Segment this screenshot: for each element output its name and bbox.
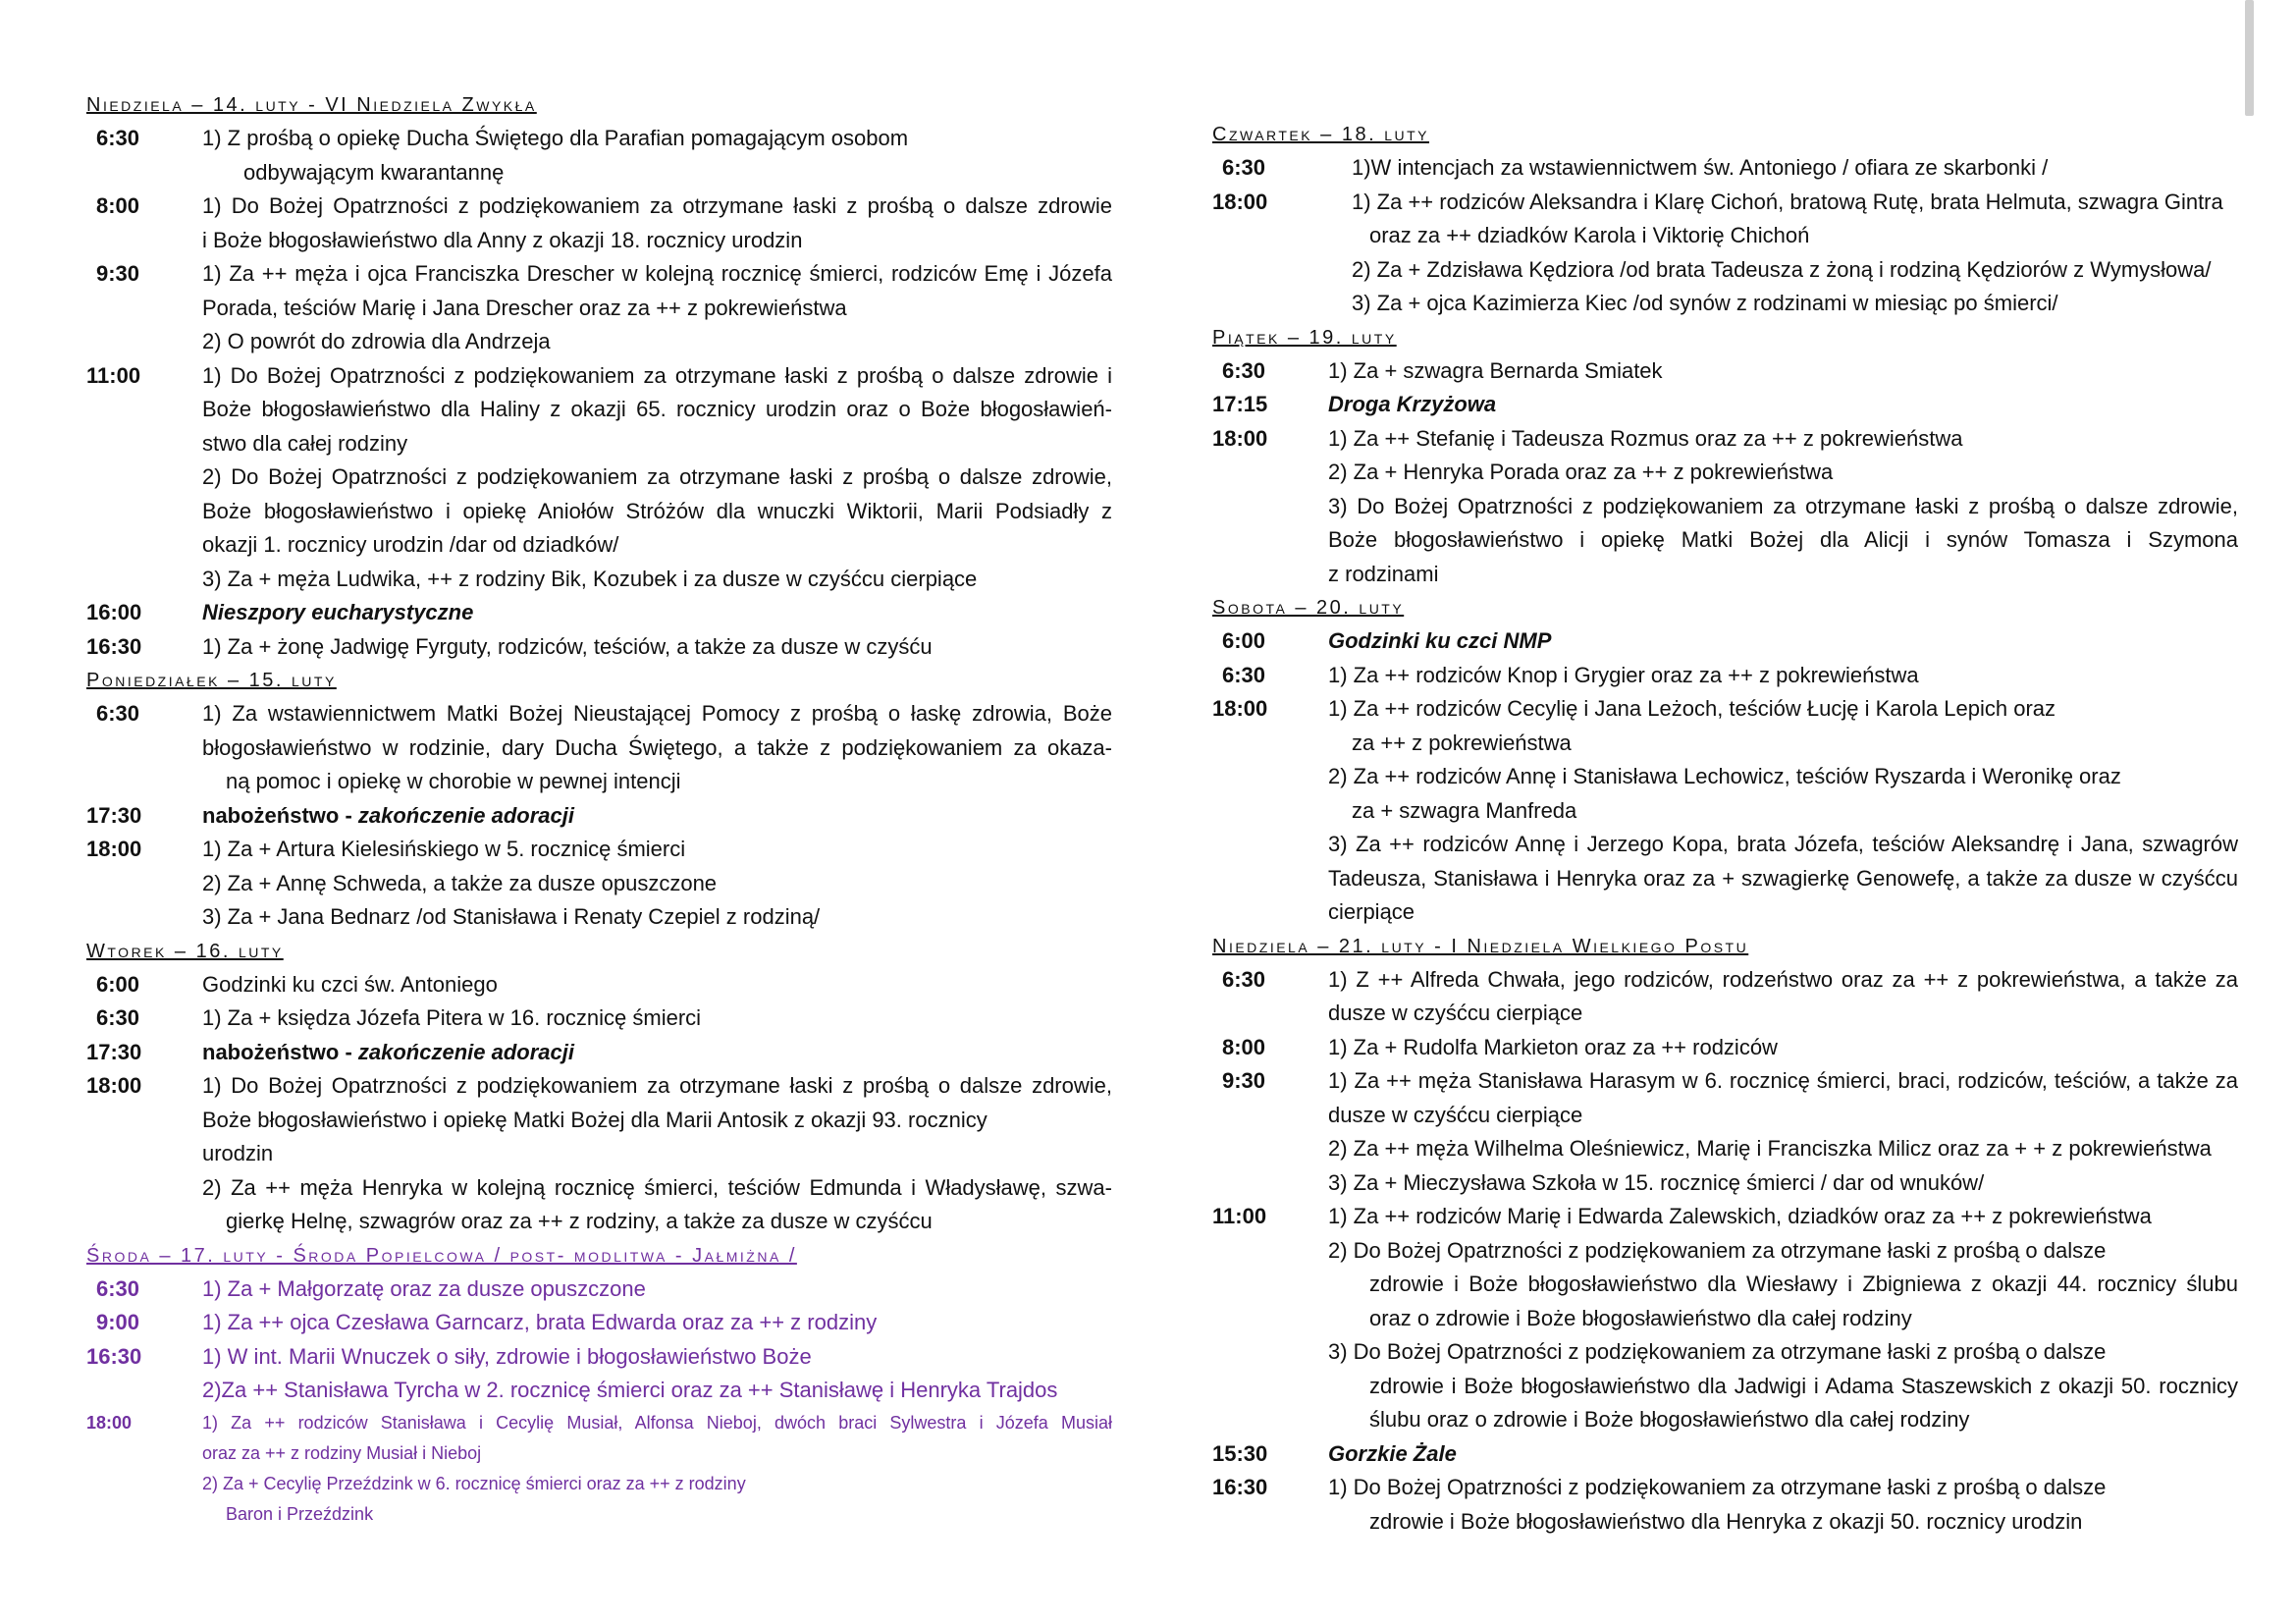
mass-intentions	[202, 1272, 1112, 1307]
intention-line: 1) Za ++ rodziców Aleksandra i Klarę Cichoń, bratową Rutę, brata Helmuta, szwagra Gintra	[1352, 189, 2223, 214]
intention-line: 2) Za ++ męża Henryka w kolejną rocznicę śmierci, teściów Edmunda i Władysławę, szwa-	[202, 1174, 1112, 1200]
mass-entry	[86, 1069, 1112, 1239]
intention-line: Godzinki ku czci NMP	[1328, 628, 1552, 653]
intention-line: 1)W intencjach za wstawiennictwem św. Antoniego / ofiara ze skarbonki /	[1352, 155, 2049, 180]
mass-time: 11:00	[86, 362, 141, 388]
mass-entry	[1212, 1064, 2238, 1200]
intention-line: nabożeństwo - zakończenie adoracji	[202, 802, 574, 828]
mass-entry	[86, 122, 1112, 189]
intention-line: 3) Do Bożej Opatrzności z podziękowaniem za otrzymane łaski z prośbą o dalsze	[1328, 1339, 2107, 1364]
mass-entry	[1212, 388, 2238, 422]
mass-intentions	[1328, 1437, 2238, 1472]
intention-line: oraz za ++ z rodziny Musiał i Nieboj	[202, 1442, 482, 1463]
intention-line: 2) Do Bożej Opatrzności z podziękowaniem za otrzymane łaski z prośbą o dalsze zdrowie,	[202, 464, 1112, 489]
mass-time: 11:00	[1212, 1204, 1267, 1228]
intention-line: zdrowie i Boże błogosławieństwo dla Henryka z okazji 50. rocznicy urodzin	[1369, 1508, 2083, 1534]
intention-line: Godzinki ku czci św. Antoniego	[202, 971, 498, 997]
intention-line: stwo dla całej rodziny	[202, 430, 408, 456]
mass-time: 18:00	[86, 837, 142, 861]
mass-time: 18:00	[86, 1073, 142, 1098]
day-heading: Niedziela – 14. luty - VI Niedziela Zwykła	[86, 94, 537, 116]
intention-line: dusze w czyśćcu cierpiące	[1328, 1001, 1583, 1025]
intention-line: 1) Za + księdza Józefa Pitera w 16. rocznicę śmierci	[202, 1005, 702, 1030]
intention-line: okazji 1. rocznicy urodzin /dar od dziadków/	[202, 532, 619, 557]
intention-line: 1) Za ++ Stefanię i Tadeusza Rozmus oraz za ++ z pokrewieństwa	[1328, 425, 1963, 451]
intention-line: 2) Za ++ rodziców Annę i Stanisława Lechowicz, teściów Ryszarda i Weronikę oraz	[1328, 764, 2121, 788]
mass-time: 6:30	[1222, 662, 1266, 687]
day-heading: Środa – 17. luty - Środa Popielcowa / post- modlitwa - Jałmiżna /	[86, 1244, 797, 1267]
intention-line: urodzin	[202, 1141, 274, 1165]
mass-time: 8:00	[1222, 1034, 1266, 1059]
mass-entry	[86, 630, 1112, 665]
intention-line: Boże błogosławieństwo i opiekę Matki Bożej dla Alicji i synów Tomasza i Szymona	[1328, 527, 2238, 552]
intention-line: Boże błogosławieństwo dla Haliny z okazji 65. rocznicy urodzin oraz o Boże błogosławień-	[202, 397, 1112, 421]
mass-time: 16:30	[1212, 1475, 1268, 1499]
intention-line: zdrowie i Boże błogosławieństwo dla Jadwigi i Adama Staszewskich z okazji 50. rocznicy	[1369, 1373, 2238, 1398]
intention-line: i Boże błogosławieństwo dla Anny z okazji 18. rocznicy urodzin	[202, 227, 803, 252]
mass-intentions	[1328, 1200, 2238, 1437]
mass-intentions	[1328, 186, 2238, 321]
mass-entry	[86, 359, 1112, 597]
intention-line: ną pomoc i opiekę w chorobie w pewnej intencji	[226, 769, 681, 793]
intention-line: Baron i Przeździnk	[226, 1503, 374, 1524]
mass-intentions	[1328, 422, 2238, 592]
mass-entry	[86, 1036, 1112, 1070]
intention-line: 1) Do Bożej Opatrzności z podziękowaniem za otrzymane łaski z prośbą o dalsze zdrowie i	[202, 362, 1112, 388]
mass-intentions	[202, 1036, 1112, 1070]
intention-line: 1) Do Bożej Opatrzności z podziękowaniem za otrzymane łaski z prośbą o dalsze	[1328, 1475, 2107, 1499]
mass-time: 9:00	[96, 1310, 140, 1334]
mass-intentions	[202, 1340, 1112, 1408]
mass-intentions	[1328, 354, 2238, 389]
intention-line: Boże błogosławieństwo i opiekę Aniołów Stróżów dla wnuczki Wiktorii, Marii Podsiadły z	[202, 498, 1112, 523]
intention-line: 1) W int. Marii Wnuczek o siły, zdrowie i błogosławieństwo Boże	[202, 1343, 812, 1369]
mass-entry	[86, 1001, 1112, 1036]
intention-line: nabożeństwo - zakończenie adoracji	[202, 1039, 574, 1064]
intention-line: 1) Za ++ męża i ojca Franciszka Drescher w kolejną rocznicę śmierci, rodziców Emę i Józefa	[202, 261, 1112, 286]
intention-line: 3) Do Bożej Opatrzności z podziękowaniem za otrzymane łaski z prośbą o dalsze zdrowie,	[1328, 493, 2238, 518]
mass-entry	[1212, 624, 2238, 659]
day-heading: Niedziela – 21. luty - I Niedziela Wielkiego Postu	[1212, 935, 1749, 957]
mass-time: 17:15	[1212, 392, 1268, 416]
mass-intentions	[202, 596, 1112, 630]
mass-time: 6:30	[96, 1275, 140, 1301]
intention-line: 3) Za + Mieczysława Szkoła w 15. rocznicę śmierci / dar od wnuków/	[1328, 1169, 1985, 1195]
mass-time: 8:00	[96, 193, 140, 218]
mass-time: 16:00	[86, 600, 142, 624]
intention-line: 3) Za + Jana Bednarz /od Stanisława i Renaty Czepiel z rodziną/	[202, 904, 821, 929]
intention-line: 1) Za ++ ojca Czesława Garncarz, brata Edwarda oraz za ++ z rodziny	[202, 1310, 878, 1334]
mass-entry	[86, 799, 1112, 834]
mass-time: 6:00	[1222, 628, 1266, 653]
mass-intentions	[202, 697, 1112, 799]
intention-line: 3) Za ++ rodziców Annę i Jerzego Kopa, brata Józefa, teściów Aleksandrę i Jana, szwagrów	[1328, 832, 2238, 856]
mass-entry	[86, 968, 1112, 1002]
intention-line: Droga Krzyżowa	[1328, 392, 1497, 416]
intention-line: 1) Za + Artura Kielesińskiego w 5. rocznicę śmierci	[202, 837, 686, 861]
intention-line: oraz o zdrowie i Boże błogosławieństwo dla całej rodziny	[1369, 1305, 1912, 1330]
mass-entry	[86, 1272, 1112, 1307]
intention-line: 2) Do Bożej Opatrzności z podziękowaniem za otrzymane łaski z prośbą o dalsze	[1328, 1237, 2107, 1263]
mass-time: 6:30	[96, 1005, 140, 1030]
mass-intentions	[1328, 1031, 2238, 1065]
intention-line: 1) Do Bożej Opatrzności z podziękowaniem za otrzymane łaski z prośbą o dalsze zdrowie,	[202, 1073, 1112, 1098]
mass-time: 9:30	[1222, 1068, 1266, 1093]
intention-line: 1) Z prośbą o opiekę Ducha Świętego dla Parafian pomagającym osobom	[202, 126, 909, 150]
intention-line: dusze w czyśćcu cierpiące	[1328, 1102, 1583, 1127]
mass-time: 6:30	[1222, 357, 1266, 383]
mass-time: 6:30	[96, 701, 140, 726]
mass-intentions	[202, 968, 1112, 1002]
mass-entry	[1212, 963, 2238, 1031]
mass-entry	[1212, 1031, 2238, 1065]
intention-line: 2) O powrót do zdrowia dla Andrzeja	[202, 329, 551, 353]
intention-line: 1) Za ++ rodziców Marię i Edwarda Zalewskich, dziadków oraz za ++ z pokrewieństwa	[1328, 1204, 2152, 1228]
intention-line: 1) Za + żonę Jadwigę Fyrguty, rodziców, teściów, a także za dusze w czyśću	[202, 633, 933, 659]
intention-line: 1) Z ++ Alfreda Chwała, jego rodziców, rodzeństwo oraz za ++ z pokrewieństwa, a także za	[1328, 966, 2238, 992]
mass-time: 16:30	[86, 633, 142, 659]
day-heading: Sobota – 20. luty	[1212, 597, 1405, 619]
mass-intentions	[202, 1408, 1112, 1530]
mass-time: 9:30	[96, 261, 140, 286]
right-column	[1212, 118, 2238, 1539]
mass-time: 6:30	[96, 126, 140, 150]
mass-entry	[1212, 1437, 2238, 1472]
mass-entry	[1212, 151, 2238, 186]
mass-entry	[86, 697, 1112, 799]
intention-line: 2) Za + Annę Schweda, a także za dusze opuszczone	[202, 870, 718, 895]
intention-line: Porada, teściów Marię i Jana Drescher oraz za ++ z pokrewieństwa	[202, 295, 847, 320]
intention-line: błogosławieństwo w rodzinie, dary Ducha Świętego, a także z podziękowaniem za okaza-	[202, 734, 1112, 760]
intention-line: cierpiące	[1328, 899, 1415, 924]
mass-entry	[1212, 186, 2238, 321]
intention-line: 2) Za ++ męża Wilhelma Oleśniewicz, Marię i Franciszka Milicz oraz za + + z pokrewieństwa	[1328, 1136, 2212, 1161]
mass-time: 16:30	[86, 1343, 142, 1369]
mass-entry	[86, 596, 1112, 630]
mass-intentions	[202, 833, 1112, 935]
intention-line: 3) Za + męża Ludwika, ++ z rodziny Bik, Kozubek i za dusze w czyśćcu cierpiące	[202, 566, 978, 591]
mass-time: 18:00	[1212, 696, 1268, 721]
day-heading: Poniedziałek – 15. luty	[86, 670, 337, 691]
mass-intentions	[1328, 151, 2238, 186]
intention-line: 1) Za ++ męża Stanisława Harasym w 6. rocznicę śmierci, braci, rodziców, teściów, a także za	[1328, 1068, 2238, 1093]
intention-line: z rodzinami	[1328, 561, 1439, 586]
intention-line: 2) Za + Zdzisława Kędziora /od brata Tadeusza z żoną i rodziną Kędziorów z Wymysłowa/	[1352, 256, 2212, 282]
mass-intentions	[202, 1306, 1112, 1340]
day-heading: Wtorek – 16. luty	[86, 940, 284, 962]
mass-intentions	[1328, 388, 2238, 422]
mass-entry	[1212, 1200, 2238, 1437]
mass-entry	[86, 1340, 1112, 1408]
mass-time: 18:00	[1212, 189, 1268, 214]
mass-time: 6:00	[96, 971, 140, 997]
mass-intentions	[202, 1001, 1112, 1036]
mass-intentions	[202, 799, 1112, 834]
scrollbar[interactable]	[2245, 0, 2254, 116]
intention-line: 2) Za + Henryka Porada oraz za ++ z pokrewieństwa	[1328, 460, 1834, 484]
mass-entry	[1212, 354, 2238, 389]
intention-line: ślubu oraz o zdrowie i Boże błogosławieństwo dla całej rodziny	[1369, 1407, 1970, 1432]
intention-line: 1) Za + Małgorzatę oraz za dusze opuszczone	[202, 1275, 646, 1301]
intention-line: 2) Za + Cecylię Przeździnk w 6. rocznicę śmierci oraz za ++ z rodziny	[202, 1473, 746, 1493]
intention-line: Gorzkie Żale	[1328, 1440, 1457, 1466]
mass-intentions	[202, 122, 1112, 189]
intention-line: 1) Za + szwagra Bernarda Smiatek	[1328, 357, 1663, 383]
intention-line: za + szwagra Manfreda	[1352, 797, 1577, 823]
intention-line: 1) Za ++ rodziców Stanisława i Cecylię Musiał, Alfonsa Nieboj, dwóch braci Sylwestra i Józefa Musiał	[202, 1412, 1112, 1433]
mass-entry	[86, 189, 1112, 257]
intention-line: 1) Za wstawiennictwem Matki Bożej Nieustającej Pomocy z prośbą o łaskę zdrowia, Boże	[202, 701, 1112, 726]
mass-intentions	[1328, 963, 2238, 1031]
mass-time: 18:00	[1212, 425, 1268, 451]
mass-entry	[1212, 692, 2238, 930]
mass-intentions	[1328, 1471, 2238, 1539]
mass-entry	[86, 257, 1112, 359]
intention-line: gierkę Helnę, szwagrów oraz za ++ z rodziny, a także za dusze w czyśćcu	[226, 1209, 933, 1233]
intention-line: odbywającym kwarantannę	[243, 159, 505, 185]
mass-intentions	[202, 1069, 1112, 1239]
intention-line: zdrowie i Boże błogosławieństwo dla Wiesławy i Zbigniewa z okazji 44. rocznicy ślubu	[1369, 1272, 2238, 1296]
mass-intentions	[1328, 659, 2238, 693]
intention-line: za ++ z pokrewieństwa	[1352, 730, 1572, 755]
mass-time: 18:00	[86, 1412, 133, 1433]
mass-entry	[1212, 1471, 2238, 1539]
mass-entry	[86, 833, 1112, 935]
intention-line: 2)Za ++ Stanisława Tyrcha w 2. rocznicę śmierci oraz za ++ Stanisławę i Henryka Trajdos	[202, 1378, 1058, 1402]
mass-intentions	[202, 257, 1112, 359]
mass-intentions	[1328, 692, 2238, 930]
mass-time: 17:30	[86, 802, 142, 828]
day-heading: Czwartek – 18. luty	[1212, 124, 1429, 145]
day-heading: Piątek – 19. luty	[1212, 326, 1397, 349]
mass-intentions	[1328, 624, 2238, 659]
intention-line: Nieszpory eucharystyczne	[202, 600, 474, 624]
mass-entry	[86, 1408, 1112, 1530]
mass-entry	[86, 1306, 1112, 1340]
intention-line: 3) Za + ojca Kazimierza Kiec /od synów z rodzinami w miesiąc po śmierci/	[1352, 291, 2058, 315]
intention-line: Tadeusza, Stanisława i Henryka oraz za + szwagierkę Genowefę, a także za dusze w czyśćcu	[1328, 865, 2238, 891]
intention-line: Boże błogosławieństwo i opiekę Matki Bożej dla Marii Antosik z okazji 93. rocznicy	[202, 1107, 988, 1132]
mass-entry	[1212, 422, 2238, 592]
mass-intentions	[202, 630, 1112, 665]
intention-line: 1) Do Bożej Opatrzności z podziękowaniem za otrzymane łaski z prośbą o dalsze zdrowie	[202, 193, 1112, 218]
mass-intentions	[202, 189, 1112, 257]
mass-time: 15:30	[1212, 1440, 1268, 1466]
intention-line: 1) Za ++ rodziców Cecylię i Jana Leżoch, teściów Łucję i Karola Lepich oraz	[1328, 696, 2056, 721]
intention-line: oraz za ++ dziadków Karola i Viktorię Chichoń	[1369, 223, 1810, 247]
mass-time: 6:30	[1222, 155, 1266, 180]
mass-intentions	[202, 359, 1112, 597]
mass-entry	[1212, 659, 2238, 693]
mass-time: 17:30	[86, 1039, 142, 1064]
intention-line: 1) Za + Rudolfa Markieton oraz za ++ rodziców	[1328, 1034, 1778, 1059]
mass-intentions	[1328, 1064, 2238, 1200]
left-column	[86, 88, 1112, 1530]
intention-line: 1) Za ++ rodziców Knop i Grygier oraz za ++ z pokrewieństwa	[1328, 662, 1919, 687]
mass-time: 6:30	[1222, 966, 1266, 992]
